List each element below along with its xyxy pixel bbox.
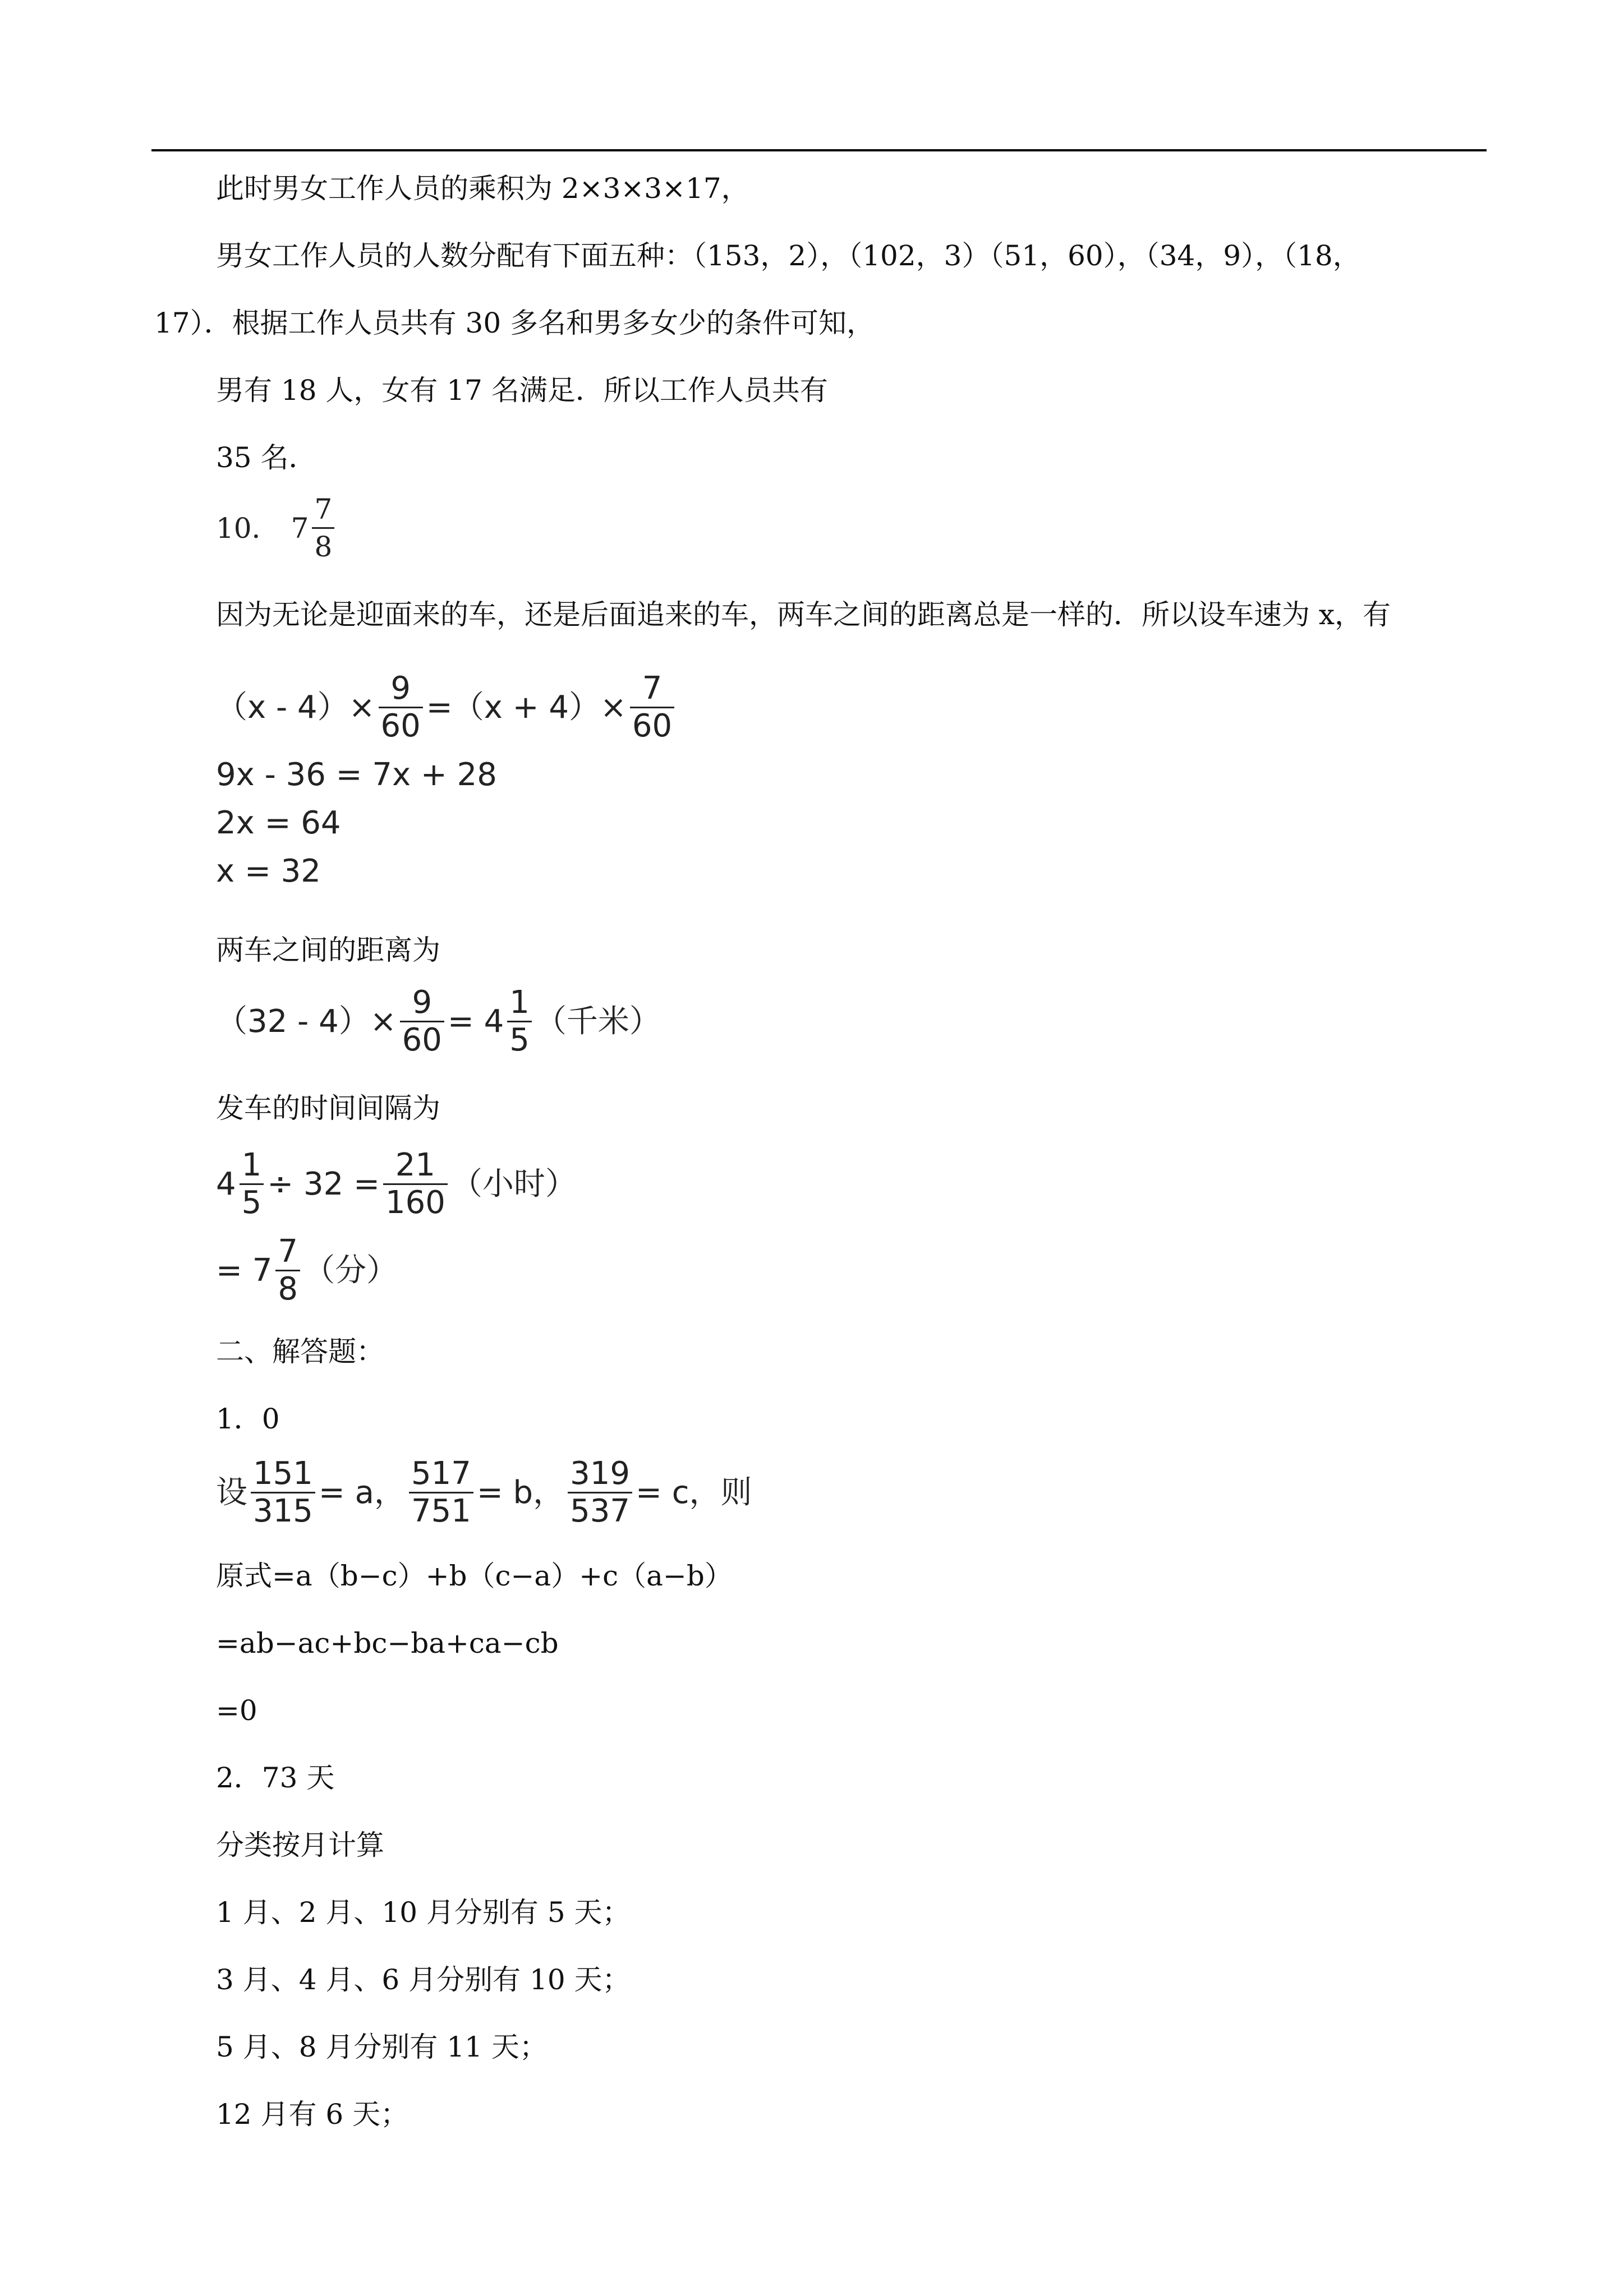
fraction: [400, 985, 444, 1058]
denominator: 60: [632, 708, 673, 744]
denominator: 60: [380, 708, 421, 744]
equation-4: x = 32: [216, 853, 321, 889]
denominator: 160: [385, 1184, 445, 1221]
text-line: 1．0: [216, 1403, 280, 1435]
denominator: 5: [241, 1184, 262, 1221]
text-line: 2．73 天: [216, 1762, 335, 1794]
text-line: =ab−ac+bc−ba+ca−cb: [216, 1627, 559, 1659]
denominator: 751: [411, 1493, 471, 1529]
text-line: 5 月、8 月分别有 11 天；: [216, 2031, 548, 2063]
equation-part: 设: [216, 1474, 247, 1511]
text-line: 35 名．: [216, 441, 317, 474]
equation-part: = 7: [216, 1252, 273, 1289]
text-line: 因为无论是迎面来的车，还是后面追来的车，两车之间的距离总是一样的．所以设车速为 x，有: [216, 598, 1391, 631]
numerator: 319: [570, 1455, 630, 1492]
header-rule: [151, 149, 1487, 151]
fraction: [507, 985, 532, 1058]
equation-part: =（x + 4）×: [426, 689, 627, 726]
unit-label: （分）: [303, 1252, 398, 1289]
text-line: 3 月、4 月、6 月分别有 10 天；: [216, 1963, 631, 1996]
text-line: 12 月有 6 天；: [216, 2098, 409, 2131]
equation-3: 2x = 64: [216, 805, 341, 841]
fraction: [630, 671, 674, 744]
fraction: [312, 491, 334, 565]
numerator: 21: [395, 1147, 436, 1183]
text-line: 分类按月计算: [216, 1829, 384, 1861]
equation-6: [216, 1147, 577, 1221]
numerator: 1: [241, 1147, 262, 1183]
answer-number: 10．: [216, 511, 280, 545]
equation-part: （32 - 4）×: [216, 1003, 397, 1040]
numerator: 1: [509, 984, 530, 1021]
fraction: [379, 671, 423, 744]
equation-part: = c，则: [636, 1474, 752, 1511]
denominator: 60: [402, 1022, 442, 1058]
mixed-whole: 7: [291, 511, 309, 545]
fraction: [409, 1456, 473, 1529]
equation-part: （x - 4）×: [216, 689, 375, 726]
answer-10: [216, 491, 338, 565]
text-line: =0: [216, 1694, 257, 1727]
section-heading: 二、解答题：: [216, 1335, 384, 1368]
text-line: 发车的时间间隔为: [216, 1092, 440, 1124]
equation-8: [216, 1456, 752, 1529]
text-line: 1 月、2 月、10 月分别有 5 天；: [216, 1896, 631, 1929]
numerator: 517: [411, 1455, 471, 1492]
equation-7: [216, 1234, 398, 1307]
text-line: 男有 18 人，女有 17 名满足．所以工作人员共有: [216, 374, 828, 407]
equation-part: = a，: [318, 1474, 406, 1511]
equation-1: [216, 671, 678, 744]
equation-part: = b，: [476, 1474, 565, 1511]
text-line: 原式=a（b−c）+b（c−a）+c（a−b）: [216, 1560, 733, 1592]
text-line: 男女工作人员的人数分配有下面五种：（153，2），（102，3）（51，60），（34，9），（18，: [216, 239, 1361, 272]
unit-label: （小时）: [450, 1165, 577, 1202]
fraction: [568, 1456, 632, 1529]
denominator: 8: [314, 531, 333, 563]
numerator: 7: [314, 493, 333, 525]
mixed-whole: 4: [216, 1165, 236, 1202]
fraction: [383, 1147, 448, 1221]
denominator: 537: [570, 1493, 630, 1529]
numerator: 9: [412, 984, 433, 1021]
numerator: 7: [278, 1233, 298, 1270]
text-line: 两车之间的距离为: [216, 934, 440, 966]
equation-part: = 4: [447, 1003, 504, 1040]
fraction: [251, 1456, 315, 1529]
denominator: 5: [509, 1022, 530, 1058]
equation-part: ÷ 32 =: [267, 1165, 380, 1202]
equation-5: [216, 985, 661, 1058]
fraction: [240, 1147, 264, 1221]
numerator: 9: [390, 670, 411, 707]
text-line: 17）．根据工作人员共有 30 多名和男多女少的条件可知，: [154, 307, 875, 339]
unit-label: （千米）: [535, 1003, 661, 1040]
fraction: [275, 1234, 300, 1307]
numerator: 7: [642, 670, 663, 707]
equation-2: 9x - 36 = 7x + 28: [216, 757, 497, 793]
numerator: 151: [253, 1455, 313, 1492]
denominator: 315: [253, 1493, 313, 1529]
denominator: 8: [278, 1271, 298, 1307]
text-line: 此时男女工作人员的乘积为 2×3×3×17，: [216, 172, 749, 205]
